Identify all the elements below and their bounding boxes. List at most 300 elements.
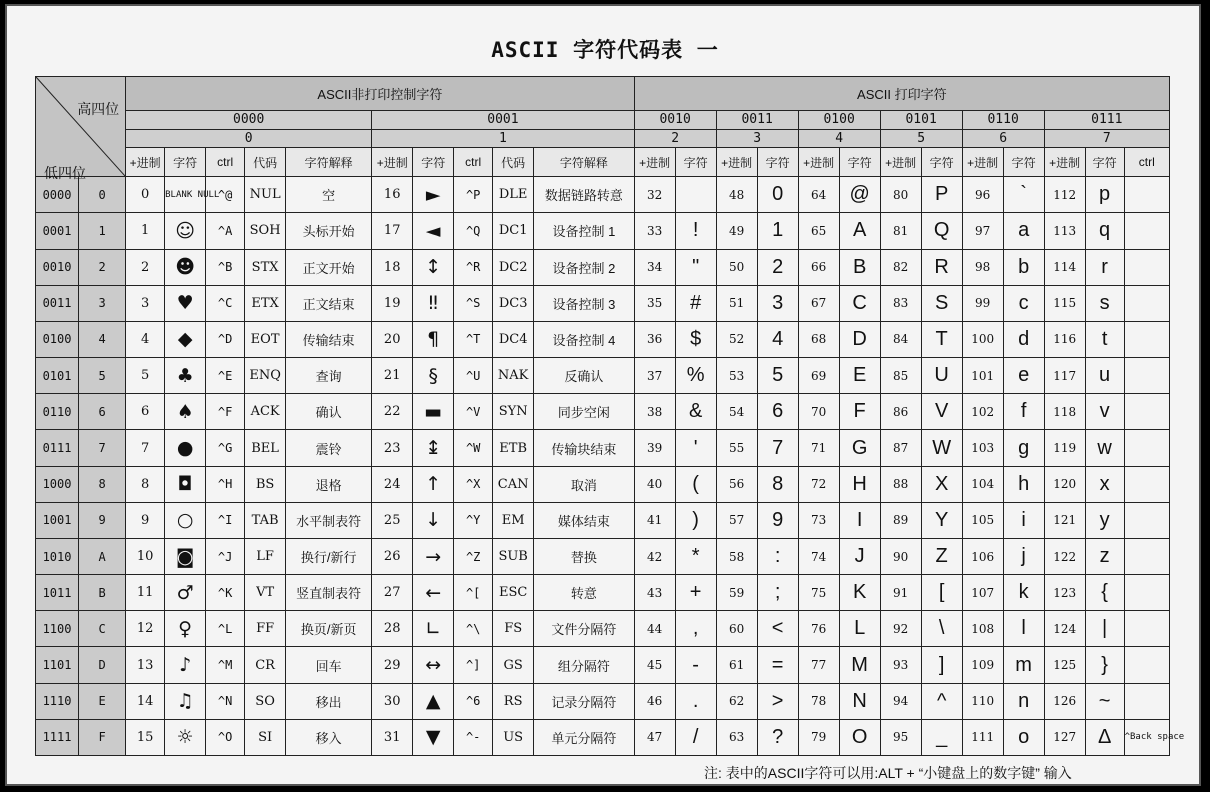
decimal-cell: 71 <box>798 430 839 466</box>
char-cell: h <box>1003 466 1044 502</box>
decimal-cell: 82 <box>880 249 921 285</box>
char-cell: c <box>1003 285 1044 321</box>
char-cell: u <box>1085 358 1124 394</box>
ctrl-cell <box>1124 394 1169 430</box>
ctrl-cell: ^L <box>206 611 245 647</box>
group-nonprint-header: ASCII非打印控制字符 <box>126 77 634 111</box>
char-cell: i <box>1003 502 1044 538</box>
char-cell: R <box>921 249 962 285</box>
code-cell: SOH <box>245 213 286 249</box>
char-cell: P <box>921 177 962 213</box>
char-cell: > <box>757 683 798 719</box>
decimal-cell: 78 <box>798 683 839 719</box>
ctrl-cell: ^N <box>206 683 245 719</box>
char-cell: ♣ <box>165 358 206 394</box>
explain-cell: 单元分隔符 <box>534 719 634 755</box>
low-nibble-hex: 1 <box>79 213 126 249</box>
decimal-cell: 76 <box>798 611 839 647</box>
char-cell: U <box>921 358 962 394</box>
table-row <box>36 177 1170 213</box>
decimal-cell: 30 <box>372 683 413 719</box>
char-cell: : <box>757 538 798 574</box>
decimal-cell: 121 <box>1044 502 1085 538</box>
code-cell: SUB <box>493 538 534 574</box>
ctrl-cell <box>1124 611 1169 647</box>
ctrl-cell: ^Z <box>454 538 493 574</box>
explain-cell: 文件分隔符 <box>534 611 634 647</box>
decimal-cell: 80 <box>880 177 921 213</box>
col-label-dec: +进制 <box>1044 148 1085 177</box>
explain-cell: 设备控制 3 <box>534 285 634 321</box>
code-cell: SO <box>245 683 286 719</box>
char-cell: 2 <box>757 249 798 285</box>
char-cell: 4 <box>757 321 798 357</box>
decimal-cell: 94 <box>880 683 921 719</box>
table-row <box>36 719 1170 755</box>
char-cell: M <box>839 647 880 683</box>
code-cell: DLE <box>493 177 534 213</box>
decimal-cell: 61 <box>716 647 757 683</box>
decimal-cell: 69 <box>798 358 839 394</box>
low-nibble-hex: 5 <box>79 358 126 394</box>
decimal-cell: 110 <box>962 683 1003 719</box>
low-nibble-binary: 0011 <box>36 285 79 321</box>
decimal-cell: 8 <box>126 466 165 502</box>
decimal-cell: 27 <box>372 575 413 611</box>
decimal-cell: 105 <box>962 502 1003 538</box>
decimal-cell: 75 <box>798 575 839 611</box>
code-cell: DC1 <box>493 213 534 249</box>
char-cell: ( <box>675 466 716 502</box>
table-row <box>36 321 1170 357</box>
char-cell: ☼ <box>165 719 206 755</box>
char-cell: ♠ <box>165 394 206 430</box>
decimal-cell: 117 <box>1044 358 1085 394</box>
char-cell: 5 <box>757 358 798 394</box>
char-cell: ‼ <box>413 285 454 321</box>
char-cell: ' <box>675 430 716 466</box>
high-nibble-hex-7: 7 <box>1044 129 1169 148</box>
char-cell: | <box>1085 611 1124 647</box>
char-cell: I <box>839 502 880 538</box>
decimal-cell: 102 <box>962 394 1003 430</box>
explain-cell: 同步空闲 <box>534 394 634 430</box>
high-nibble-binary-5: 0101 <box>880 111 962 130</box>
decimal-cell: 89 <box>880 502 921 538</box>
code-cell: CR <box>245 647 286 683</box>
low-nibble-binary: 1011 <box>36 575 79 611</box>
explain-cell: 反确认 <box>534 358 634 394</box>
decimal-cell: 126 <box>1044 683 1085 719</box>
char-cell: O <box>839 719 880 755</box>
decimal-cell: 109 <box>962 647 1003 683</box>
ctrl-cell: ^S <box>454 285 493 321</box>
decimal-cell: 83 <box>880 285 921 321</box>
low-nibble-hex: E <box>79 683 126 719</box>
decimal-cell: 60 <box>716 611 757 647</box>
low-nibble-hex: B <box>79 575 126 611</box>
decimal-cell: 123 <box>1044 575 1085 611</box>
high-nibble-hex-2: 2 <box>634 129 716 148</box>
decimal-cell: 23 <box>372 430 413 466</box>
char-cell: / <box>675 719 716 755</box>
char-cell: % <box>675 358 716 394</box>
char-cell: @ <box>839 177 880 213</box>
decimal-cell: 101 <box>962 358 1003 394</box>
decimal-cell: 14 <box>126 683 165 719</box>
char-cell: S <box>921 285 962 321</box>
decimal-cell: 16 <box>372 177 413 213</box>
char-cell <box>675 177 716 213</box>
explain-cell: 回车 <box>286 647 372 683</box>
low-nibble-binary: 1010 <box>36 538 79 574</box>
char-cell: 9 <box>757 502 798 538</box>
low-nibble-hex: F <box>79 719 126 755</box>
code-cell: GS <box>493 647 534 683</box>
char-cell: m <box>1003 647 1044 683</box>
decimal-cell: 6 <box>126 394 165 430</box>
decimal-cell: 32 <box>634 177 675 213</box>
low-nibble-binary: 0110 <box>36 394 79 430</box>
ctrl-cell: ^A <box>206 213 245 249</box>
low-nibble-hex: 6 <box>79 394 126 430</box>
char-cell: d <box>1003 321 1044 357</box>
char-cell: [ <box>921 575 962 611</box>
low-nibble-hex: 4 <box>79 321 126 357</box>
decimal-cell: 47 <box>634 719 675 755</box>
char-cell: H <box>839 466 880 502</box>
char-cell: 0 <box>757 177 798 213</box>
decimal-cell: 9 <box>126 502 165 538</box>
decimal-cell: 95 <box>880 719 921 755</box>
char-cell: D <box>839 321 880 357</box>
ctrl-cell: ^U <box>454 358 493 394</box>
decimal-cell: 86 <box>880 394 921 430</box>
decimal-cell: 10 <box>126 538 165 574</box>
code-cell: BS <box>245 466 286 502</box>
explain-cell: 头标开始 <box>286 213 372 249</box>
decimal-cell: 116 <box>1044 321 1085 357</box>
col-label-char: 字符 <box>921 148 962 177</box>
char-cell: < <box>757 611 798 647</box>
decimal-cell: 37 <box>634 358 675 394</box>
ctrl-cell <box>1124 249 1169 285</box>
low-nibble-hex: 3 <box>79 285 126 321</box>
decimal-cell: 122 <box>1044 538 1085 574</box>
high-nibble-binary-0: 0000 <box>126 111 372 130</box>
char-cell: 7 <box>757 430 798 466</box>
char-cell: ↕ <box>413 249 454 285</box>
decimal-cell: 21 <box>372 358 413 394</box>
decimal-cell: 96 <box>962 177 1003 213</box>
code-cell: NAK <box>493 358 534 394</box>
explain-cell: 震铃 <box>286 430 372 466</box>
decimal-cell: 49 <box>716 213 757 249</box>
decimal-cell: 7 <box>126 430 165 466</box>
page-title: ASCII 字符代码表 一 <box>491 38 719 62</box>
decimal-cell: 35 <box>634 285 675 321</box>
decimal-cell: 4 <box>126 321 165 357</box>
char-cell: ◆ <box>165 321 206 357</box>
char-cell: 1 <box>757 213 798 249</box>
char-cell: * <box>675 538 716 574</box>
low-nibble-binary: 1101 <box>36 647 79 683</box>
low-nibble-binary: 1001 <box>36 502 79 538</box>
ctrl-cell: ^Q <box>454 213 493 249</box>
char-cell: $ <box>675 321 716 357</box>
char-cell: Δ <box>1085 719 1124 755</box>
low-nibble-binary: 1100 <box>36 611 79 647</box>
low-nibble-binary: 0001 <box>36 213 79 249</box>
decimal-cell: 39 <box>634 430 675 466</box>
ctrl-cell: ^- <box>454 719 493 755</box>
high-nibble-hex-5: 5 <box>880 129 962 148</box>
ctrl-cell: ^C <box>206 285 245 321</box>
decimal-cell: 2 <box>126 249 165 285</box>
decimal-cell: 11 <box>126 575 165 611</box>
char-cell: 3 <box>757 285 798 321</box>
char-cell: ↨ <box>413 430 454 466</box>
decimal-cell: 36 <box>634 321 675 357</box>
code-cell: CAN <box>493 466 534 502</box>
code-cell: US <box>493 719 534 755</box>
char-cell: Q <box>921 213 962 249</box>
group-print-header: ASCII 打印字符 <box>634 77 1169 111</box>
char-cell: ☻ <box>165 249 206 285</box>
explain-cell: 记录分隔符 <box>534 683 634 719</box>
ctrl-cell <box>1124 285 1169 321</box>
low-nibble-hex: 8 <box>79 466 126 502</box>
decimal-cell: 50 <box>716 249 757 285</box>
char-cell: ☺ <box>165 213 206 249</box>
explain-cell: 空 <box>286 177 372 213</box>
table-row <box>36 683 1170 719</box>
code-cell: SI <box>245 719 286 755</box>
decimal-cell: 0 <box>126 177 165 213</box>
char-cell: ► <box>413 177 454 213</box>
ctrl-cell: ^D <box>206 321 245 357</box>
ctrl-cell: ^E <box>206 358 245 394</box>
ctrl-cell <box>1124 466 1169 502</box>
table-row <box>36 213 1170 249</box>
char-cell: p <box>1085 177 1124 213</box>
table-row <box>36 466 1170 502</box>
low-nibble-hex: A <box>79 538 126 574</box>
low-nibble-hex: 7 <box>79 430 126 466</box>
ctrl-cell <box>1124 502 1169 538</box>
char-cell: , <box>675 611 716 647</box>
decimal-cell: 98 <box>962 249 1003 285</box>
char-cell: X <box>921 466 962 502</box>
decimal-cell: 1 <box>126 213 165 249</box>
char-cell: j <box>1003 538 1044 574</box>
corner-high-label: 高四位 <box>77 101 120 117</box>
code-cell: ACK <box>245 394 286 430</box>
explain-cell: 移出 <box>286 683 372 719</box>
ctrl-cell <box>1124 321 1169 357</box>
code-cell: STX <box>245 249 286 285</box>
char-cell: f <box>1003 394 1044 430</box>
char-cell: ~ <box>1085 683 1124 719</box>
low-nibble-binary: 0010 <box>36 249 79 285</box>
decimal-cell: 124 <box>1044 611 1085 647</box>
char-cell: = <box>757 647 798 683</box>
char-cell: V <box>921 394 962 430</box>
low-nibble-hex: 2 <box>79 249 126 285</box>
char-cell: w <box>1085 430 1124 466</box>
char-cell: K <box>839 575 880 611</box>
ctrl-cell: ^J <box>206 538 245 574</box>
ctrl-cell: ^B <box>206 249 245 285</box>
decimal-cell: 15 <box>126 719 165 755</box>
char-cell: 8 <box>757 466 798 502</box>
char-cell: ♫ <box>165 683 206 719</box>
char-cell: W <box>921 430 962 466</box>
char-cell: ◄ <box>413 213 454 249</box>
code-cell: DC2 <box>493 249 534 285</box>
code-cell: ESC <box>493 575 534 611</box>
ctrl-cell: ^O <box>206 719 245 755</box>
code-cell: RS <box>493 683 534 719</box>
decimal-cell: 56 <box>716 466 757 502</box>
char-cell: _ <box>921 719 962 755</box>
high-nibble-hex-6: 6 <box>962 129 1044 148</box>
char-cell: G <box>839 430 880 466</box>
char-cell: - <box>675 647 716 683</box>
char-cell: \ <box>921 611 962 647</box>
char-cell: N <box>839 683 880 719</box>
char-cell: § <box>413 358 454 394</box>
ctrl-cell <box>1124 430 1169 466</box>
code-cell: LF <box>245 538 286 574</box>
low-nibble-binary: 1110 <box>36 683 79 719</box>
decimal-cell: 113 <box>1044 213 1085 249</box>
char-cell: + <box>675 575 716 611</box>
decimal-cell: 53 <box>716 358 757 394</box>
ctrl-cell: ^] <box>454 647 493 683</box>
table-row <box>36 575 1170 611</box>
high-nibble-hex-3: 3 <box>716 129 798 148</box>
decimal-cell: 70 <box>798 394 839 430</box>
char-cell: ♥ <box>165 285 206 321</box>
char-cell: o <box>1003 719 1044 755</box>
decimal-cell: 74 <box>798 538 839 574</box>
char-cell: ♀ <box>165 611 206 647</box>
ctrl-cell <box>1124 647 1169 683</box>
char-cell: q <box>1085 213 1124 249</box>
decimal-cell: 5 <box>126 358 165 394</box>
ctrl-cell: ^\ <box>454 611 493 647</box>
decimal-cell: 44 <box>634 611 675 647</box>
explain-cell: 设备控制 1 <box>534 213 634 249</box>
code-cell: ENQ <box>245 358 286 394</box>
decimal-cell: 125 <box>1044 647 1085 683</box>
char-cell: 6 <box>757 394 798 430</box>
header-corner <box>36 77 126 181</box>
table-row <box>36 249 1170 285</box>
char-cell: g <box>1003 430 1044 466</box>
decimal-cell: 104 <box>962 466 1003 502</box>
decimal-cell: 100 <box>962 321 1003 357</box>
char-cell: a <box>1003 213 1044 249</box>
col-label-char: 字符 <box>1003 148 1044 177</box>
ctrl-cell <box>1124 538 1169 574</box>
ctrl-cell: ^H <box>206 466 245 502</box>
decimal-cell: 120 <box>1044 466 1085 502</box>
decimal-cell: 3 <box>126 285 165 321</box>
char-cell: ◙ <box>165 538 206 574</box>
explain-cell: 查询 <box>286 358 372 394</box>
corner-diagonal <box>36 77 125 176</box>
char-cell: B <box>839 249 880 285</box>
col-label-dec: +进制 <box>372 148 413 177</box>
char-cell: Y <box>921 502 962 538</box>
col-label-explain: 字符解释 <box>534 148 634 177</box>
code-cell: TAB <box>245 502 286 538</box>
decimal-cell: 46 <box>634 683 675 719</box>
char-cell: C <box>839 285 880 321</box>
col-label-explain: 字符解释 <box>286 148 372 177</box>
char-cell: ↓ <box>413 502 454 538</box>
char-cell: ↑ <box>413 466 454 502</box>
col-label-char: 字符 <box>839 148 880 177</box>
char-cell: l <box>1003 611 1044 647</box>
ctrl-cell: ^6 <box>454 683 493 719</box>
decimal-cell: 108 <box>962 611 1003 647</box>
ctrl-cell: ^W <box>454 430 493 466</box>
decimal-cell: 22 <box>372 394 413 430</box>
high-nibble-binary-1: 0001 <box>372 111 634 130</box>
char-cell: ♪ <box>165 647 206 683</box>
char-cell: ↔ <box>413 647 454 683</box>
table-row <box>36 611 1170 647</box>
col-label-char: 字符 <box>675 148 716 177</box>
col-label-char: 字符 <box>413 148 454 177</box>
decimal-cell: 54 <box>716 394 757 430</box>
low-nibble-hex: D <box>79 647 126 683</box>
char-cell: Z <box>921 538 962 574</box>
decimal-cell: 13 <box>126 647 165 683</box>
decimal-cell: 57 <box>716 502 757 538</box>
char-cell: ^ <box>921 683 962 719</box>
low-nibble-binary: 1000 <box>36 466 79 502</box>
char-cell: ) <box>675 502 716 538</box>
explain-cell: 传输结束 <box>286 321 372 357</box>
decimal-cell: 73 <box>798 502 839 538</box>
col-label-ctrl: ctrl <box>1124 148 1169 177</box>
code-cell: EM <box>493 502 534 538</box>
char-cell: ` <box>1003 177 1044 213</box>
char-cell: ● <box>165 430 206 466</box>
char-cell: " <box>675 249 716 285</box>
char-cell: y <box>1085 502 1124 538</box>
decimal-cell: 28 <box>372 611 413 647</box>
col-label-char: 字符 <box>1085 148 1124 177</box>
decimal-cell: 18 <box>372 249 413 285</box>
char-cell: ○ <box>165 502 206 538</box>
decimal-cell: 72 <box>798 466 839 502</box>
explain-cell: 竖直制表符 <box>286 575 372 611</box>
low-nibble-hex: 0 <box>79 177 126 213</box>
explain-cell: 替换 <box>534 538 634 574</box>
low-nibble-binary: 0101 <box>36 358 79 394</box>
explain-cell: 确认 <box>286 394 372 430</box>
decimal-cell: 118 <box>1044 394 1085 430</box>
decimal-cell: 106 <box>962 538 1003 574</box>
char-cell: ∟ <box>413 611 454 647</box>
high-nibble-binary-3: 0011 <box>716 111 798 130</box>
table-row <box>36 647 1170 683</box>
